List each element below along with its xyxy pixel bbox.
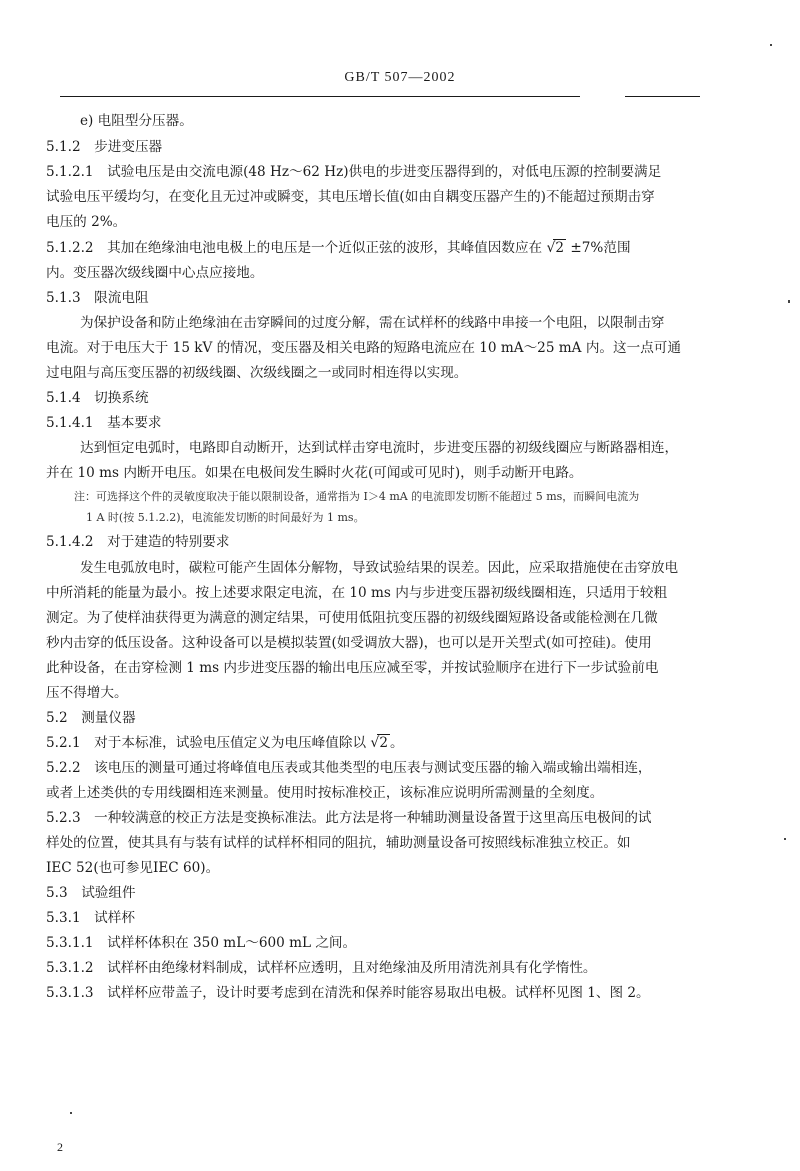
text-line: 为保护设备和防止绝缘油在击穿瞬间的过度分解，需在试样杯的线路中串接一个电阻，以限制击穿	[80, 315, 665, 331]
radicand: 2	[379, 735, 388, 751]
text-line: 5.3.1.2 试样杯由绝缘材料制成，试样杯应透明，且对绝缘油及所用清洗剂具有化学惰性。	[46, 960, 597, 976]
text-line: 样处的位置，使其具有与装有试样的试样杯相同的阻抗，辅助测量设备可按照线标准独立校正。如	[46, 835, 631, 851]
section-heading: 5.3.1 试样杯	[46, 910, 135, 926]
text-line: 发生电弧放电时，碳粒可能产生固体分解物，导致试验结果的误差。因此，应采取措施使在击穿放电	[80, 560, 679, 576]
text-fragment: 5.2.1 对于本标准，试验电压值定义为电压峰值除以	[46, 735, 367, 751]
text-line: e) 电阻型分压器。	[80, 113, 193, 129]
text-line: 电流。对于电压大于 15 kV 的情况，变压器及相关电路的短路电流应在 10 mA～25 mA 内。这一点可通	[46, 340, 681, 356]
header-rule-right	[625, 96, 700, 97]
scan-speck	[770, 44, 772, 46]
text-line: 测定。为了使样油获得更为满意的测定结果，可使用低阻抗变压器的初级线圈短路设备或能检测在几微	[46, 610, 658, 626]
radicand: 2	[555, 240, 565, 256]
text-line: 5.2.2 该电压的测量可通过将峰值电压表或其他类型的电压表与测试变压器的输入端或输出端相连，	[46, 760, 652, 776]
text-line: 中所消耗的能量为最小。按上述要求限定电流，在 10 ms 内与步进变压器初级线圈相连，只适用于较粗	[46, 585, 668, 601]
note-line: 1 A 时(按 5.1.2.2)，电流能发切断的时间最好为 1 ms。	[86, 511, 365, 524]
text-line: 试验电压平缓均匀，在变化且无过冲或瞬变，其电压增长值(如由自耦变压器产生的)不能超过预期击穿	[46, 189, 655, 205]
text-line: 达到恒定电弧时，电路即自动断开，达到试样击穿电流时，步进变压器的初级线圈应与断路器相连，	[80, 440, 679, 456]
text-line: 5.1.2.1 试验电压是由交流电源(48 Hz～62 Hz)供电的步进变压器得到的，对低电压源的控制要满足	[46, 164, 662, 180]
page-header-title: GB/T 507—2002	[344, 70, 456, 85]
sqrt-symbol: √	[370, 735, 380, 751]
text-line: 此种设备，在击穿检测 1 ms 内步进变压器的输出电压应减至零，并按试验顺序在进行下一步试验前电	[46, 660, 659, 676]
text-fragment: 。	[389, 735, 404, 751]
section-heading: 5.1.2 步进变压器	[46, 139, 163, 155]
text-line: 过电阻与高压变压器的初级线圈、次级线圈之一或同时相连得以实现。	[46, 365, 468, 381]
text-line: 5.3.1.1 试样杯体积在 350 mL～600 mL 之间。	[46, 935, 357, 951]
note-line: 注：可选择这个件的灵敏度取决于能以限制设备，通常指为 I＞4 mA 的电流即发切断不能超过 5 ms，而瞬间电流为	[74, 490, 640, 503]
text-line: 5.2.3 一种较满意的校正方法是变换标准法。此方法是将一种辅助测量设备置于这里高压电极间的试	[46, 810, 652, 826]
text-line	[46, 239, 631, 257]
scan-speck	[788, 300, 790, 303]
text-fragment: 5.1.2.2 其加在绝缘油电池电极上的电压是一个近似正弦的波形，其峰值因数应在	[46, 240, 543, 256]
header-rule	[60, 96, 580, 97]
scan-speck	[784, 838, 786, 840]
section-heading: 5.2 测量仪器	[46, 710, 136, 726]
section-heading: 5.1.3 限流电阻	[46, 290, 149, 306]
scan-speck	[70, 1112, 72, 1114]
section-heading: 5.1.4.1 基本要求	[46, 415, 162, 431]
section-heading: 5.1.4.2 对于建造的特别要求	[46, 534, 230, 550]
text-line: IEC 52(也可参见IEC 60)。	[46, 860, 220, 876]
text-line: 或者上述类供的专用线圈相连来测量。使用时按标准校正，该标准应说明所需测量的全刻度。	[46, 785, 604, 801]
text-line: 并在 10 ms 内断开电压。如果在电极间发生瞬时火花(可闻或可见时)，则手动断开电路。	[46, 465, 583, 481]
text-line: 压不得增大。	[46, 685, 128, 701]
sqrt-symbol: √	[546, 240, 556, 256]
text-line: 秒内击穿的低压设备。这种设备可以是模拟装置(如受调放大器)，也可以是开关型式(如可控硅)。使用	[46, 635, 652, 651]
page-number: 2	[57, 1140, 63, 1154]
section-heading: 5.3 试验组件	[46, 885, 136, 901]
text-line: 5.3.1.3 试样杯应带盖子，设计时要考虑到在清洗和保养时能容易取出电极。试样杯见图 1、图 2。	[46, 985, 650, 1001]
text-line: 电压的 2%。	[46, 214, 127, 230]
text-line	[46, 734, 404, 752]
text-line: 内。变压器次级线圈中心点应接地。	[46, 265, 264, 281]
section-heading: 5.1.4 切换系统	[46, 390, 149, 406]
text-fragment: ±7%范围	[570, 240, 631, 256]
